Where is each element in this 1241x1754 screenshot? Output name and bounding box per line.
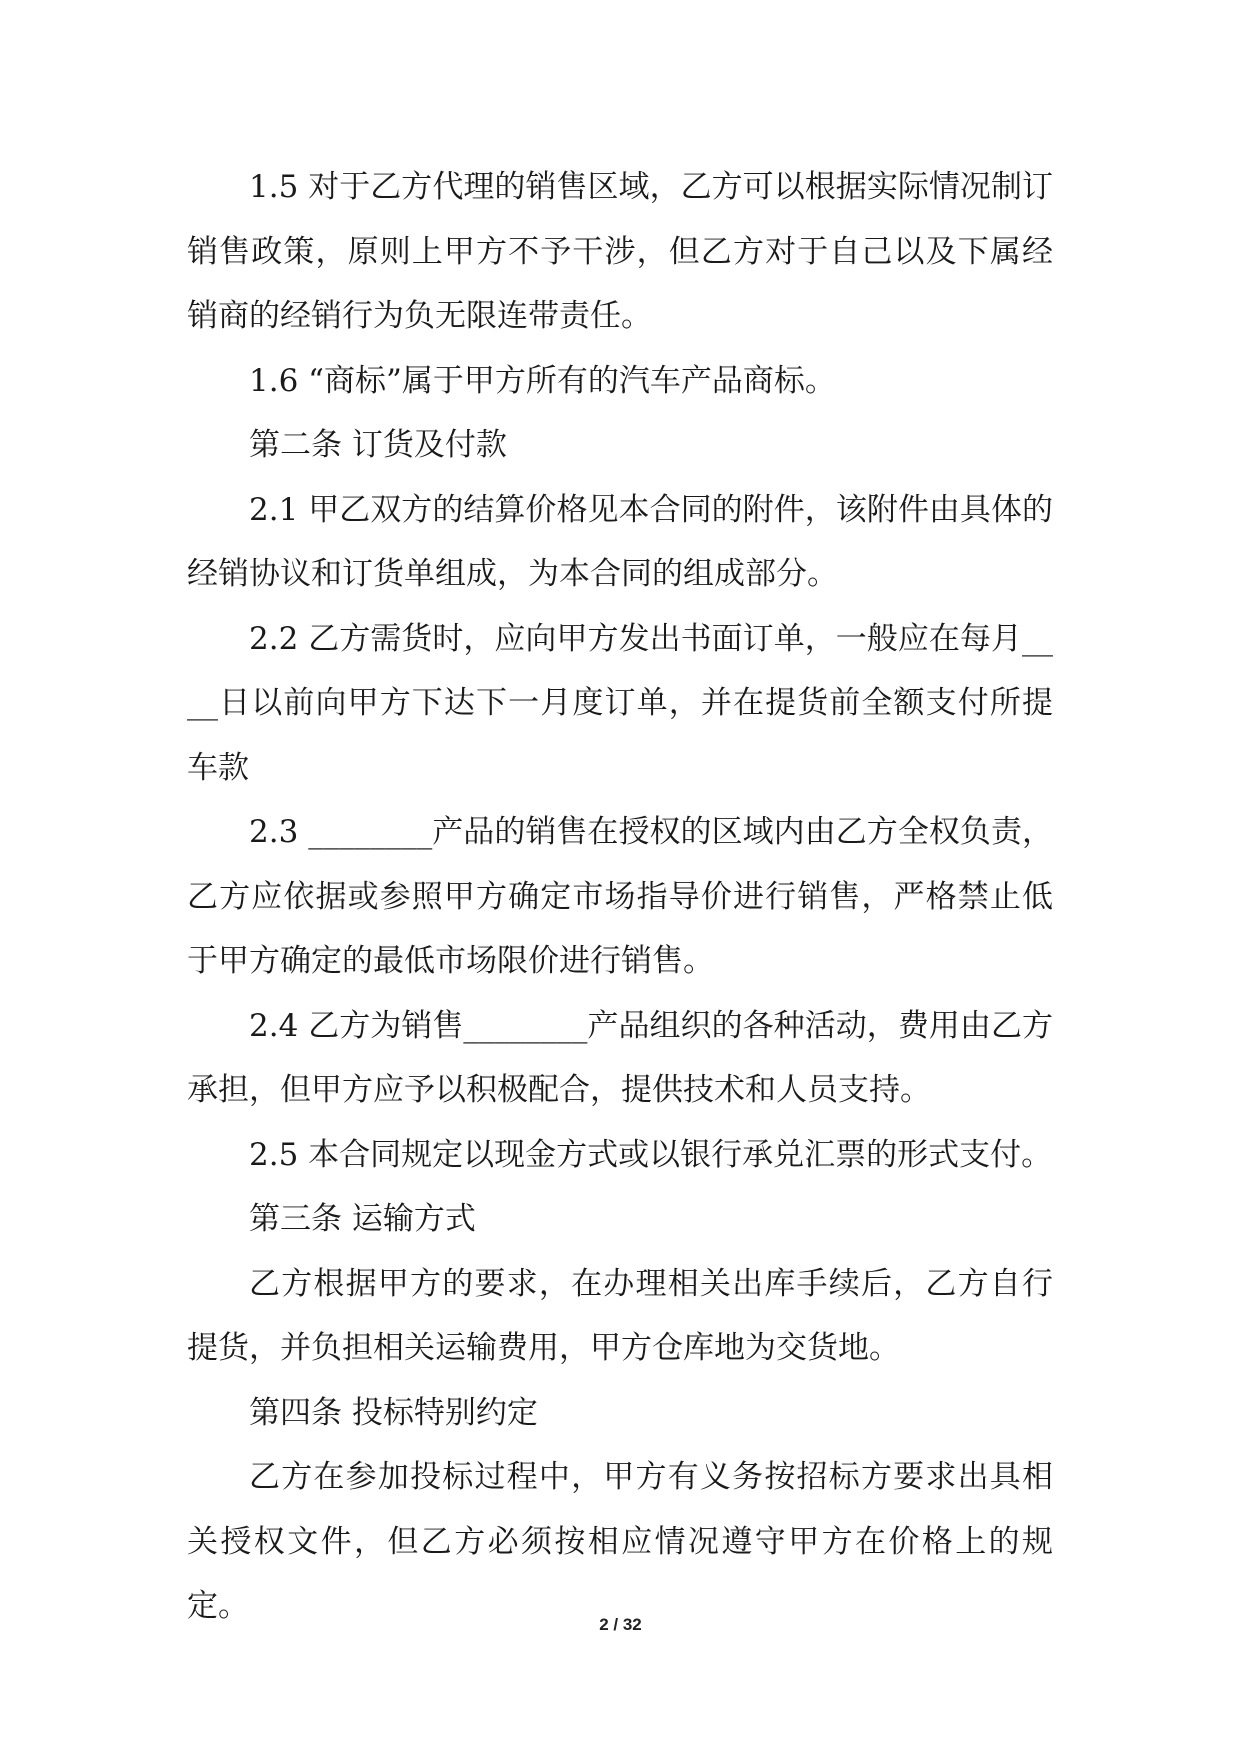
clause-2-2: 2.2 乙方需货时，应向甲方发出书面订单，一般应在每月____日以前向甲方下达下一月度订单，并在提货前全额支付所提车款 <box>187 620 1053 786</box>
clause-2-1: 2.1 甲乙双方的结算价格见本合同的附件，该附件由具体的经销协议和订货单组成，为本合同的组成部分。 <box>187 491 1053 592</box>
article-3-heading: 第三条 运输方式 <box>249 1201 476 1237</box>
article-3-body: 乙方根据甲方的要求，在办理相关出库手续后，乙方自行提货，并负担相关运输费用，甲方仓库地为交货地。 <box>187 1265 1053 1366</box>
clause-1-6: 1.6 “商标”属于甲方所有的汽车产品商标。 <box>249 362 836 399</box>
clause-1-5: 1.5 对于乙方代理的销售区域，乙方可以根据实际情况制订销售政策，原则上甲方不予干涉，但乙方对于自己以及下属经销商的经销行为负无限连带责任。 <box>187 169 1053 334</box>
article-4-heading: 第四条 投标特别约定 <box>249 1394 538 1431</box>
article-2-heading: 第二条 订货及付款 <box>249 427 507 463</box>
clause-2-3: 2.3 ________产品的销售在授权的区域内由乙方全权负责，乙方应依据或参照甲方确定市场指导价进行销售，严格禁止低于甲方确定的最低市场限价进行销售。 <box>187 814 1053 979</box>
document-body <box>187 155 1053 1639</box>
page-number: 2 / 32 <box>599 1615 642 1634</box>
clause-2-5: 2.5 本合同规定以现金方式或以银行承兑汇票的形式支付。 <box>249 1136 1053 1173</box>
article-4-body: 乙方在参加投标过程中，甲方有义务按招标方要求出具相关授权文件，但乙方必须按相应情况遵守甲方在价格上的规定。 <box>187 1459 1053 1624</box>
clause-2-4: 2.4 乙方为销售________产品组织的各种活动，费用由乙方承担，但甲方应予以积极配合，提供技术和人员支持。 <box>187 1007 1053 1108</box>
